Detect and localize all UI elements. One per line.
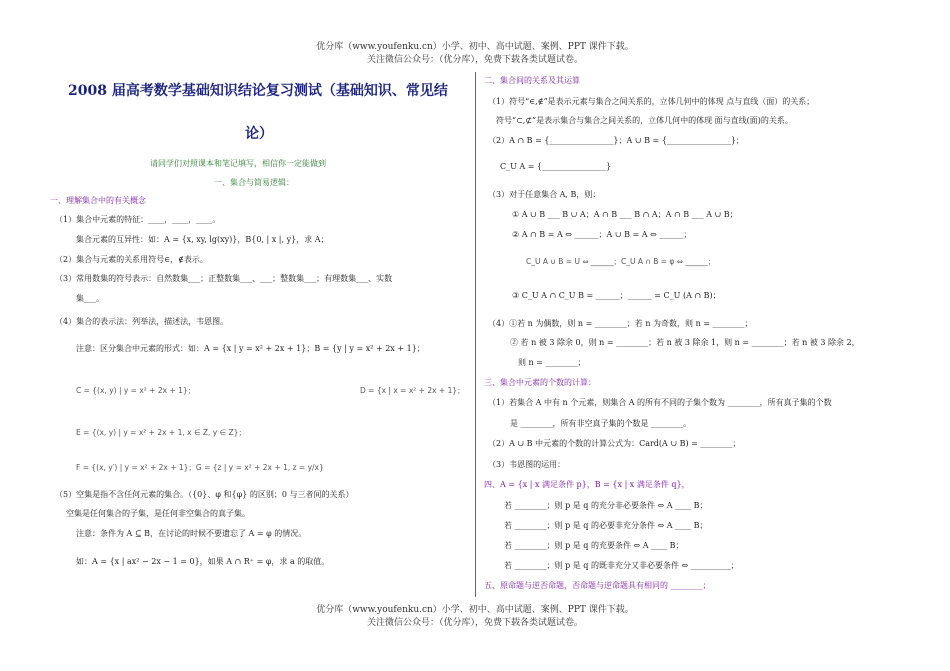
- formula-fg: F = {(x, y′) | y = x² + 2x + 1}；G = {z | y = x² + 2x + 1, z = y/x}: [76, 463, 324, 472]
- r-line-3c: C_U A ∪ B = U ⇔ ______；C_U A ∩ B = φ ⇔ ______；: [526, 257, 716, 266]
- header-line-1: 优分库（www.youfenku.cn）小学、初中、高中试题、案例、PPT 课件下载。: [316, 42, 634, 52]
- r-line-5: （1）若集合 A 中有 n 个元素，则集合 A 的所有不同的子集个数为 ________，所有真子集的个数: [488, 398, 832, 407]
- part1-heading: 一、理解集合中的有关概念: [50, 196, 146, 205]
- footer-line-1: 优分库（www.youfenku.cn）小学、初中、高中试题、案例、PPT 课件下载。: [316, 605, 634, 615]
- r-line-3d: ③ C_U A ∩ C_U B = ______；______ = C_U (A ∩ B)；: [512, 291, 721, 300]
- subtitle: 请同学们对照课本和笔记填写，相信你一定能做到: [150, 159, 326, 168]
- part5-heading: 五、原命题与逆否命题，否命题与逆命题具有相同的 ________；: [484, 581, 711, 590]
- r-line-3b: ② A ∩ B = A ⇔ ______；A ∪ B = A ⇔ ______；: [512, 230, 692, 239]
- line-3: （3）常用数集的符号表示：自然数集___；正整数集___、___；整数集___；有理数集___、实数: [55, 274, 393, 283]
- r-line-5b: 是 ________，所有非空真子集的个数是 ________。: [510, 419, 692, 428]
- line-4: （4）集合的表示法：列举法，描述法，韦恩图。: [55, 317, 229, 326]
- formula-c: C = {(x, y) | y = x² + 2x + 1}；: [76, 386, 196, 395]
- note-2: 注意：条件为 A ⊆ B，在讨论的时候不要遗忘了 A = φ 的情况。: [76, 529, 307, 538]
- part3-heading: 三、集合中元素的个数的计算：: [484, 378, 596, 387]
- example: 如：A = {x | ax² − 2x − 1 = 0}，如果 A ∩ R⁺ = φ，求 a 的取值。: [76, 557, 330, 566]
- part2-heading: 二、集合间的关系及其运算: [484, 76, 580, 85]
- column-divider: [475, 72, 476, 597]
- page-title: 2008 届高考数学基础知识结论复习测试（基础知识、常见结: [68, 83, 448, 99]
- r-line-4: （4）①若 n 为偶数，则 n = ________；若 n 为奇数，则 n = ________；: [488, 319, 753, 328]
- line-1b: 集合元素的互异性：如：A = {x, xy, lg(xy)}，B{0, | x |, y}，求 A；: [76, 235, 329, 244]
- r-line-8: 若 ________；则 p 是 q 的充分非必要条件 ⇔ A ____ B；: [504, 501, 708, 510]
- r-line-1: （1）符号“∈,∉”是表示元素与集合之间关系的，立体几何中的体现 点与直线（面）的关系；: [488, 97, 815, 106]
- r-line-1b: 符号“⊂,⊄”是表示集合与集合之间关系的，立体几何中的体现 面与直线(面)的关系。: [496, 116, 793, 125]
- r-line-3a: ① A ∪ B ___ B ∪ A；A ∩ B ___ B ∩ A；A ∩ B ___ A ∪ B；: [512, 210, 738, 219]
- footer-line-2: 关注微信公众号：（优分库），免费下载各类试题试卷。: [366, 618, 583, 628]
- note-1: 注意：区分集合中元素的形式：如：A = {x | y = x² + 2x + 1}；B = {y | y = x² + 2x + 1}；: [76, 344, 425, 353]
- line-5b: 空集是任何集合的子集，是任何非空集合的真子集。: [66, 509, 250, 518]
- line-1: （1）集合中元素的特征：____，____，____。: [55, 215, 221, 224]
- r-line-2: （2）A ∩ B = {________________}；A ∪ B = {________________}；: [488, 136, 744, 145]
- section-heading: 一、集合与简易逻辑：: [214, 178, 294, 187]
- r-line-2b: C_U A = {________________}: [500, 162, 612, 171]
- r-line-6: （2）A ∪ B 中元素的个数的计算公式为：Card(A ∪ B) = ________；: [488, 439, 741, 448]
- r-line-7: （3）韦恩图的运用：: [488, 460, 566, 469]
- r-line-3: （3）对于任意集合 A, B，则：: [488, 190, 601, 199]
- formula-e: E = {(x, y) | y = x² + 2x + 1, x ∈ Z, y ∈ Z}；: [76, 428, 246, 437]
- line-2: （2）集合与元素的关系用符号∈，∉表示。: [55, 255, 208, 264]
- page-title-cont: 论）: [245, 126, 273, 142]
- r-line-10: 若 ________；则 p 是 q 的充要条件 ⇔ A ____ B；: [504, 541, 684, 550]
- header-line-2: 关注微信公众号：（优分库），免费下载各类试题试卷。: [366, 55, 583, 65]
- r-line-4b: ② 若 n 被 3 除余 0，则 n = ________；若 n 被 3 除余 1，则 n = ________；若 n 被 3 除余 2，: [510, 338, 860, 347]
- formula-d: D = {x | x = x² + 2x + 1}；: [360, 386, 465, 395]
- part4-heading: 四、A = {x | x 满足条件 p}，B = {x | x 满足条件 q}，: [484, 480, 690, 489]
- r-line-11: 若 ________；则 p 是 q 的既非充分又非必要条件 ⇔ __________；: [504, 561, 739, 570]
- r-line-4c: 则 n = ________；: [518, 358, 586, 367]
- line-5: （5）空集是指不含任何元素的集合。（{0}、φ 和{φ} 的区别；0 与三者间的关系）: [55, 490, 354, 499]
- r-line-9: 若 ________；则 p 是 q 的必要非充分条件 ⇔ A ____ B；: [504, 521, 708, 530]
- line-3b: 集___。: [76, 294, 104, 303]
